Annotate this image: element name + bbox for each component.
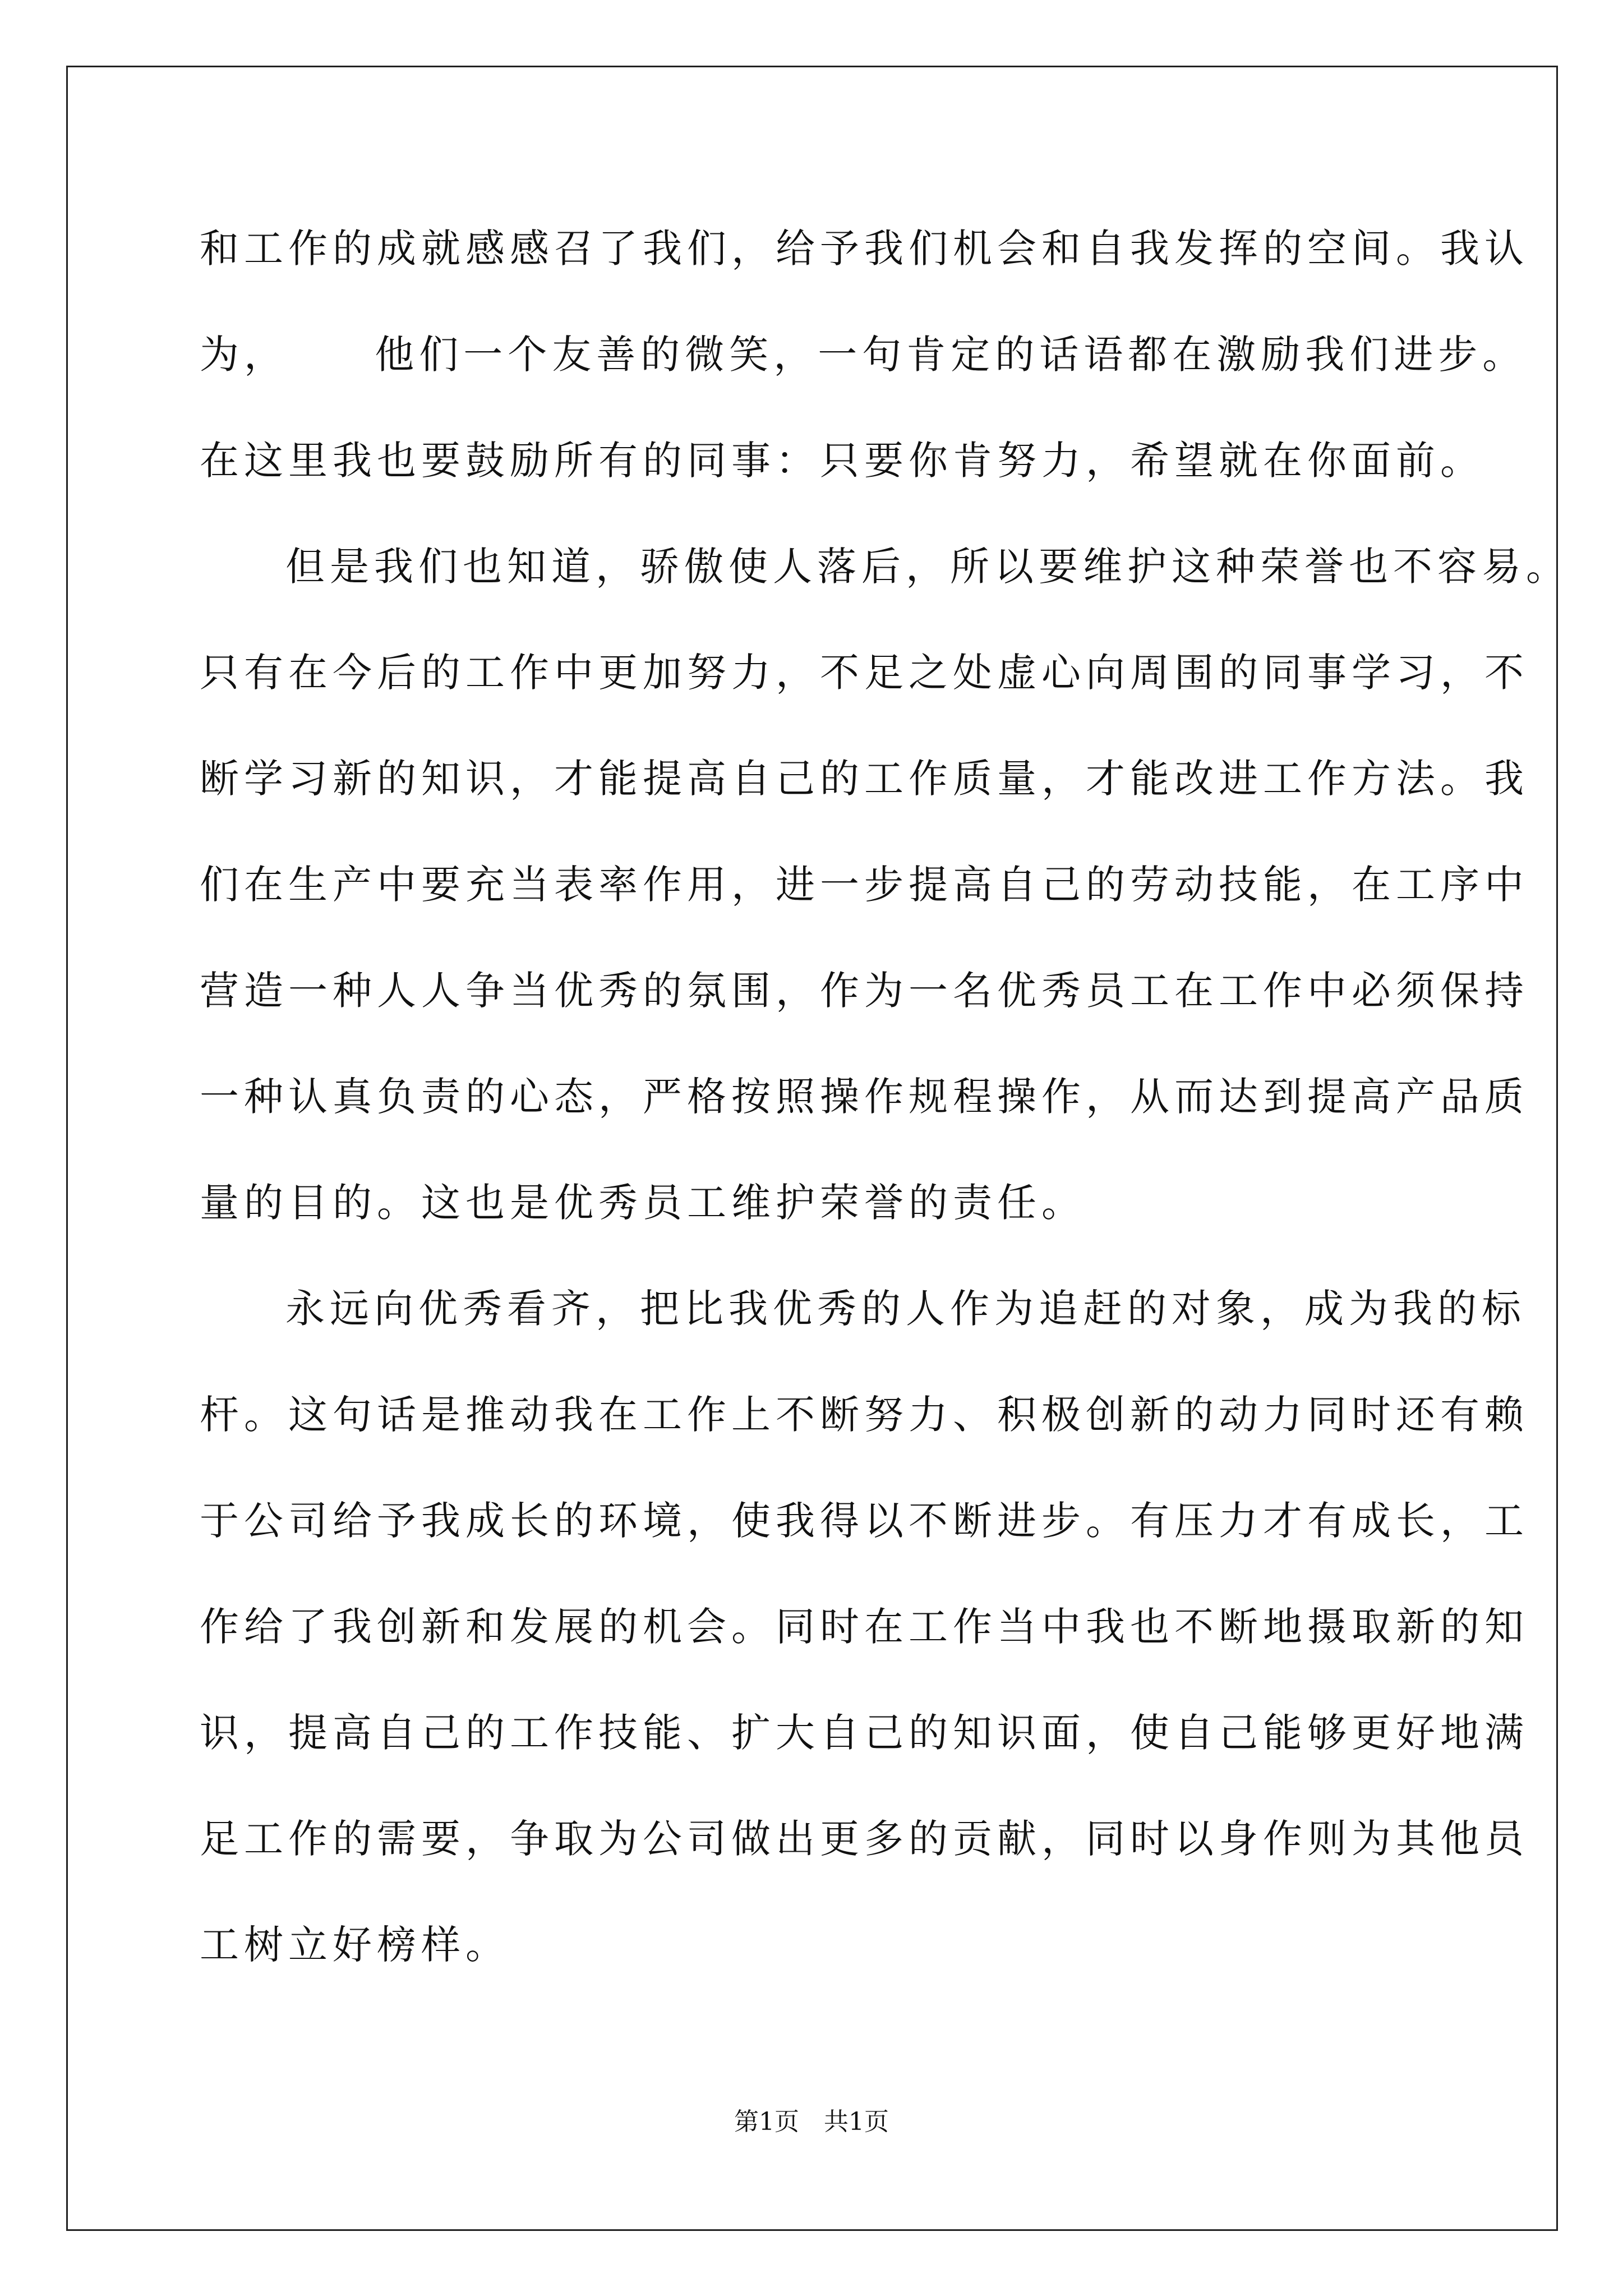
page-border: [66, 66, 1558, 2231]
text-line: 工树立好榜样。: [200, 1922, 510, 1968]
text-line: 杆。这句话是推动我在工作上不断努力、积极创新的动力同时还有赖: [200, 1392, 1529, 1438]
text-line: 作给了我创新和发展的机会。同时在工作当中我也不断地摄取新的知: [200, 1604, 1529, 1650]
text-line: 在这里我也要鼓励所有的同事：只要你肯努力，希望就在你面前。: [200, 438, 1484, 484]
text-line: 于公司给予我成长的环境，使我得以不断进步。有压力才有成长，工: [200, 1498, 1529, 1544]
text-line: 量的目的。这也是优秀员工维护荣誉的责任。: [200, 1180, 1086, 1226]
text-line: 足工作的需要，争取为公司做出更多的贡献，同时以身作则为其他员: [200, 1816, 1529, 1862]
text-line: 和工作的成就感感召了我们，给予我们机会和自我发挥的空间。我认: [200, 226, 1529, 272]
text-line: 营造一种人人争当优秀的氛围，作为一名优秀员工在工作中必须保持: [200, 968, 1529, 1014]
paragraph-first-line: 永远向优秀看齐，把比我优秀的人作为追赶的对象，成为我的标: [241, 1286, 1526, 1332]
text-line: 一种认真负责的心态，严格按照操作规程操作，从而达到提高产品质: [200, 1074, 1529, 1120]
text-line: 断学习新的知识，才能提高自己的工作质量，才能改进工作方法。我: [200, 756, 1529, 802]
text-line: 只有在今后的工作中更加努力，不足之处虚心向周围的同事学习，不: [200, 650, 1529, 696]
text-line: 们在生产中要充当表率作用，进一步提高自己的劳动技能，在工序中: [200, 862, 1529, 908]
text-line: 识，提高自己的工作技能、扩大自己的知识面，使自己能够更好地满: [200, 1710, 1529, 1756]
page-number-footer: 第1页 共1页: [734, 2108, 889, 2136]
paragraph-first-line: 但是我们也知道，骄傲使人落后，所以要维护这种荣誉也不容易。: [241, 544, 1570, 590]
text-line: 为， 他们一个友善的微笑，一句肯定的话语都在激励我们进步。: [200, 332, 1527, 378]
